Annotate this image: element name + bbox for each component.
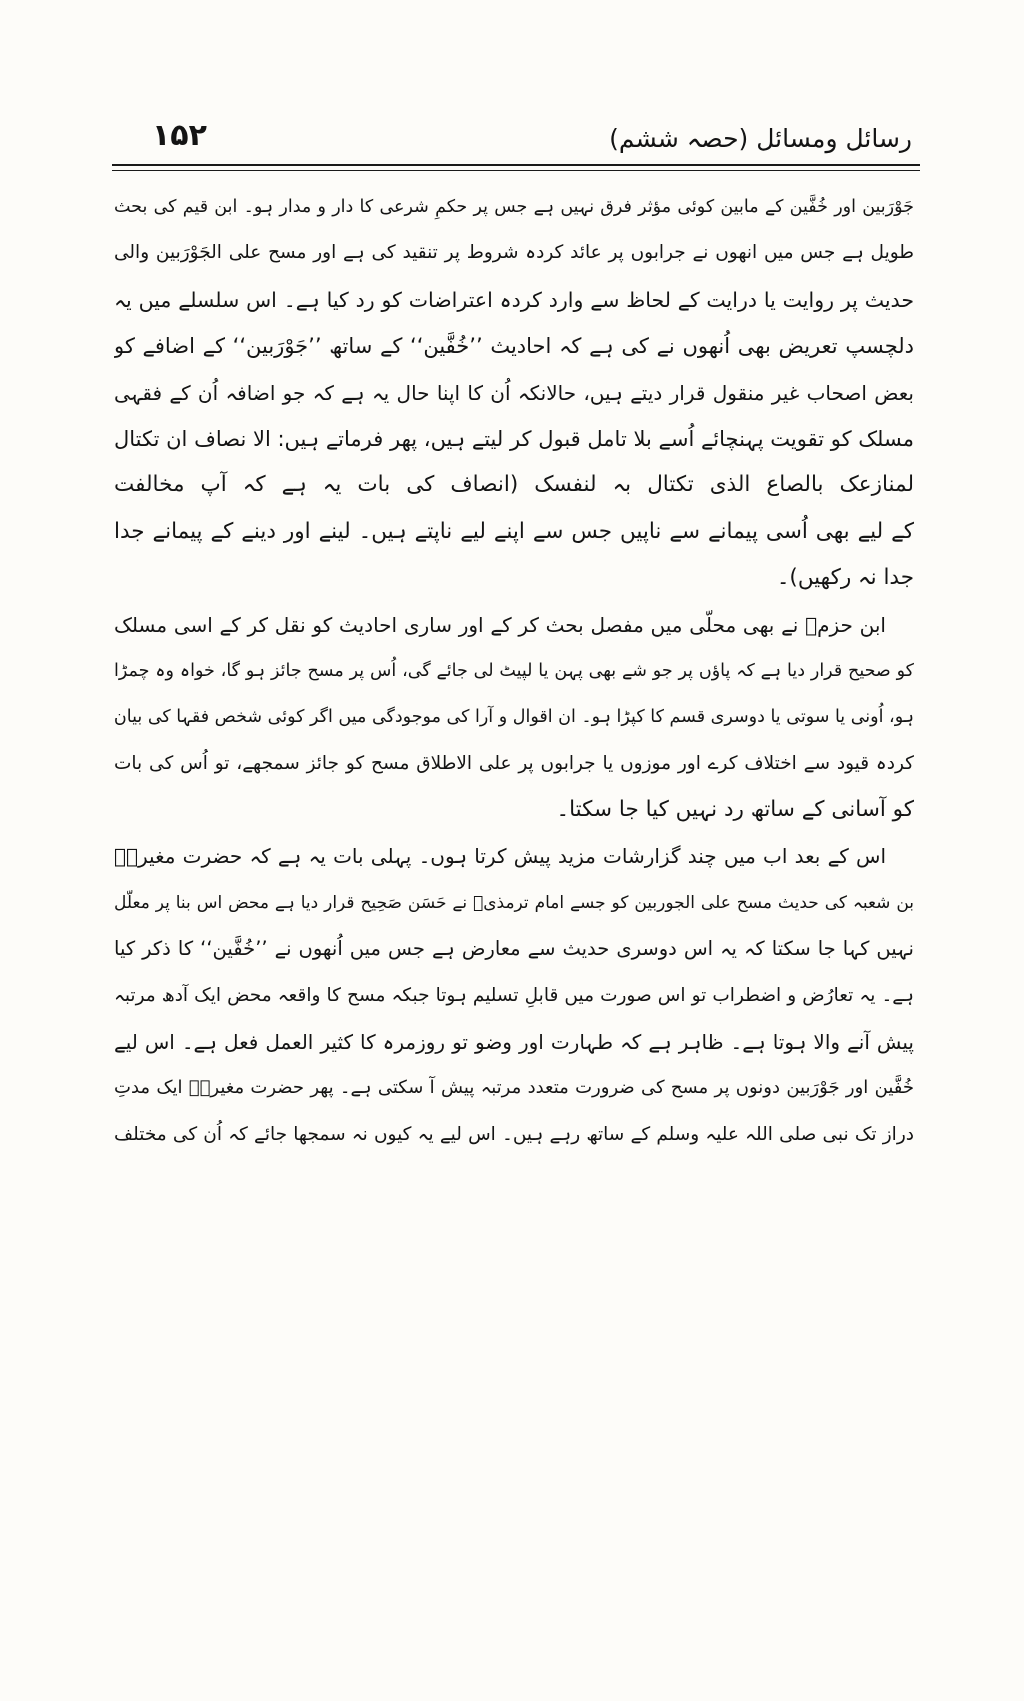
text-line: کے لیے بھی اُسی پیمانے سے ناپیں جس سے اپنے لیے ناپتے ہیں۔ لینے اور دینے کے پیمانے جدا [114,518,914,544]
text-line: اس کے بعد اب میں چند گزارشات مزید پیش کرتا ہوں۔ پہلی بات یہ ہے کہ حضرت مغیرہؓ [114,844,886,869]
text-line: جدا نہ رکھیں)۔ [776,565,914,591]
running-title: رسائل ومسائل (حصہ ششم) [609,124,912,153]
text-line: ہو، اُونی یا سوتی یا دوسری قسم کا کپڑا ہو۔ ان اقوال و آرا کی موجودگی میں اگر کوئی شخص فقہا کی بیان [114,707,914,728]
text-line: بن شعبہ کی حدیث مسح علی الجوربین کو جسے امام ترمذیؒ نے حَسَن صَحِیح قرار دیا ہے محض اس بنا پر معلّل [114,892,914,913]
text-line: نہیں کہا جا سکتا کہ یہ اس دوسری حدیث سے معارض ہے جس میں اُنھوں نے ’’خُفَّین‘‘ کا ذکر کیا [114,937,914,961]
text-line: حدیث پر روایت یا درایت کے لحاظ سے وارد کردہ اعتراضات کو رد کیا ہے۔ اس سلسلے میں یہ [114,287,914,312]
text-line: کردہ قیود سے اختلاف کرے اور موزوں یا جرابوں پر علی الاطلاق مسح کو جائز سمجھے، تو اُس کی بات [114,752,914,774]
text-line: مسلک کو تقویت پہنچائے اُسے بلا تامل قبول کر لیتے ہیں، پھر فرماتے ہیں: الا نصاف ان تکتال [114,426,914,451]
header-rule [112,164,920,166]
text-line: ہے۔ یہ تعارُض و اضطراب تو اس صورت میں قابلِ تسلیم ہوتا جبکہ مسح کا واقعہ محض ایک آدھ مرتبہ [114,984,914,1006]
text-line: لمنازعک بالصاع الذی تکتال بہ لنفسک (انصاف کی بات یہ ہے کہ آپ مخالفت [114,472,914,498]
text-line: کو آسانی کے ساتھ رد نہیں کیا جا سکتا۔ [556,797,914,823]
text-line: پیش آنے والا ہوتا ہے۔ ظاہر ہے کہ طہارت اور وضو تو روزمرہ کا کثیر العمل فعل ہے۔ اس لیے [114,1030,914,1055]
text-line: ابن حزمؒ نے بھی محلّی میں مفصل بحث کر کے اور ساری احادیث کو نقل کر کے اسی مسلک [114,612,886,637]
body-text [114,184,914,1158]
text-line: بعض اصحاب غیر منقول قرار دیتے ہیں، حالانکہ اُن کا اپنا حال یہ ہے کہ جو اضافہ اُن کے فقہی [114,380,914,405]
text-line: دلچسپ تعریض بھی اُنھوں نے کی ہے کہ احادیث ’’خُفَّین‘‘ کے ساتھ ’’جَوْرَبین‘‘ کے اضافے کو [114,334,914,359]
page-number: ۱۵۲ [152,118,207,153]
header-rule-thin [112,170,920,171]
text-line: خُفَّین اور جَوْرَبین دونوں پر مسح کی ضرورت متعدد مرتبہ پیش آ سکتی ہے۔ پھر حضرت مغیرہؓ ایک مدتِ [114,1077,914,1099]
text-line: کو صحیح قرار دیا ہے کہ پاؤں پر جو شے بھی پہن یا لپیٹ لی جائے گی، اُس پر مسح جائز ہو گا، خواہ وہ چمڑا [114,660,914,681]
page-header [112,118,912,170]
text-line: طویل ہے جس میں انھوں نے جرابوں پر عائد کردہ شروط پر تنقید کی ہے اور مسح علی الجَوْرَبین والی [114,242,914,264]
text-line: جَوْرَبین اور خُفَّین کے مابین کوئی مؤثر فرق نہیں ہے جس پر حکمِ شرعی کا دار و مدار ہو۔ ابن قیم کی بحث [114,197,914,217]
text-line: دراز تک نبی صلی اللہ علیہ وسلم کے ساتھ رہے ہیں۔ اس لیے یہ کیوں نہ سمجھا جائے کہ اُن کی مختلف [114,1123,914,1145]
